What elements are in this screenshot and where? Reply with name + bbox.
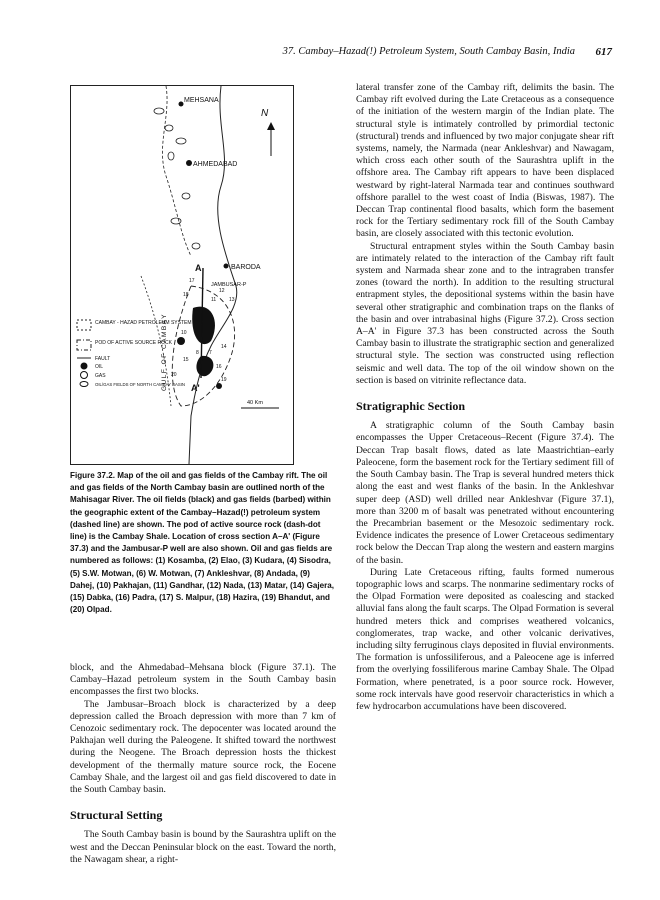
running-title: 37. Cambay–Hazad(!) Petroleum System, South Cambay Basin, India <box>282 46 575 57</box>
legend-fault: FAULT <box>95 356 111 362</box>
section-heading: Structural Setting <box>70 808 163 823</box>
label-ahmedabad: AHMEDABAD <box>193 161 238 168</box>
legend-symbol-oil <box>81 363 88 370</box>
legend-symbol-pod <box>77 340 91 350</box>
label-jambusar: JAMBUSAR-P <box>211 282 247 288</box>
running-header <box>0 46 660 62</box>
paragraph: The South Cambay basin is bound by the Saurashtra uplift on the west and the Deccan Peninsular block on the east. Toward the north, the Nawagam shear, a right- <box>70 829 336 865</box>
label-baroda: BARODA <box>231 264 261 271</box>
field-number: 8 <box>196 350 199 356</box>
paragraph: lateral transfer zone of the Cambay rift, delimits the basin. The Cambay rift evolved during the Late Cretaceous as a consequence of the initiation of the western margin of the Indian plate. The structural style is intimately controlled by primordial tectonic (structural) trends and influenced by two major conjugate shear rift systems, namely, the Narmada (near Ankleshvar) and Nawagam, which cross each other south of the Saurashtra uplift in the offshore area. The Cambay rift appears to have been displaced westward by right-lateral Narmada tear and continues southward offshore parallel to the west coast of India (Biswas, 1987). The Deccan Trap continental flood basalts, which form the basement rock for the Tertiary sedimentary rock fill of the South Cambay basin, are closely associated with this tectonic evolution. <box>356 82 614 240</box>
paragraph: Structural entrapment styles within the South Cambay basin are intimately related to the interaction of the Cambay rift fault system and Narmada shear zone and to the intragraben transfer zones (toward the north). In addition to the resulting structural entrapment styles, the depositional systems within the basin have several other stratigraphic and combination traps on the flanks of the basin and over intrabasinal highs (Figure 37.2). Cross section A–A' in Figure 37.3 has been constructed across the South Cambay basin to illustrate the stratigraphic section and generalized structural style. The section was constructed using reflection seismic and well data. The top of the oil window shown on the section is based on vitrinite reflectance data. <box>356 240 614 386</box>
label-gulf: GULF OF CAMBAY <box>161 313 168 391</box>
section-heading: Stratigraphic Section <box>356 399 465 414</box>
field-number: 20 <box>171 372 177 378</box>
oil-field <box>192 307 215 345</box>
legend-fields: OIL/GAS FIELDS OF NORTH CAMBAY BASIN <box>95 382 186 387</box>
label-a-bottom: A' <box>191 383 200 393</box>
city-marker <box>179 102 184 107</box>
legend-symbol-fields <box>80 382 88 387</box>
field-number: 10 <box>181 330 187 336</box>
paragraph: A stratigraphic column of the South Cambay basin encompasses the Upper Cretaceous–Recent (Figure 37.4). The Deccan Trap basalt flows, dated as late Maastrichtian–early Paleocene, form the basement rock for the Tertiary sediment fill of the South Cambay basin. The Trap is several hundred meters thick along the east and west flanks of the basin. In the Ankleshvar super deep (ASD) well drilled near Ankleshvar (Figure 37.1), more than 3200 m of basalt was penetrated without encountering the Precambrian basement or the Mesozoic sedimentary rock. Evidence indicates the presence of Lower Cretaceous sedimentary rock below the Deccan Trap along the western and eastern margins of the basin. <box>356 420 614 566</box>
legend-symbol-system <box>77 320 91 330</box>
page-number: 617 <box>595 46 612 58</box>
city-marker <box>186 160 192 166</box>
city-marker <box>224 264 229 269</box>
field-number: 7 <box>209 350 212 356</box>
oil-field <box>177 337 185 345</box>
legend-system: CAMBAY - HAZAD PETROLEUM SYSTEM <box>95 320 192 326</box>
paragraph: block, and the Ahmedabad–Mehsana block (Figure 37.1). The Cambay–Hazad petroleum system in the South Cambay basin encompasses the first two blocks. <box>70 662 336 698</box>
map-graphic <box>71 86 293 464</box>
field-number: 12 <box>219 288 225 294</box>
field-number: 16 <box>216 364 222 370</box>
field-number: 13 <box>229 297 235 303</box>
label-mehsana: MEHSANA <box>184 97 219 104</box>
oil-field <box>196 356 213 376</box>
left-column <box>70 662 336 866</box>
oil-field <box>216 383 222 389</box>
paragraph: The Jambusar–Broach block is characterized by a deep depression called the Broach depression with more than 7 km of Cenozoic sedimentary rock. The depocenter was located around the Pakhajan well during the Paleogene. It shifted toward the northwest during the Neogene. The Broach depression hosts the thickest development of the thermally mature source rock, the Eocene Cambay Shale, and the largest oil and gas field discovered to date in the South Cambay basin. <box>70 698 336 796</box>
label-north: N <box>261 108 269 119</box>
legend-pod: POD OF ACTIVE SOURCE ROCK <box>95 340 172 346</box>
coastline <box>189 86 237 464</box>
legend-oil: OIL <box>95 364 104 370</box>
label-scale: 40 Km <box>247 400 263 406</box>
basin-boundary <box>162 86 191 256</box>
label-a-top: A <box>195 263 202 273</box>
field-number: 15 <box>183 357 189 363</box>
north-cambay-fields <box>154 108 200 249</box>
field-number: 14 <box>221 344 227 350</box>
figure-map <box>70 85 294 465</box>
field-number: 17 <box>189 278 195 284</box>
legend-symbol-gas <box>81 372 88 379</box>
north-arrow-head <box>267 122 275 130</box>
figure-caption: Figure 37.2. Map of the oil and gas fields of the Cambay rift. The oil and gas fields of the North Cambay basin are outlined north of the Mahisagar River. The oil fields (black) and gas fields (barbed) within the geographic extent of the Cambay–Hazad(!) petroleum system (dashed line) are shown. The pod of active source rock (dash-dot line) is the Cambay Shale. Location of cross section A–A' (Figure 37.3) and the Jambusar-P well are also shown. Oil and gas fields are numbered as follows: (1) Kosamba, (2) Elao, (3) Kudara, (4) Sisodra, (5) S.W. Motwan, (6) W. Motwan, (7) Ankleshvar, (8) Andada, (9) Dahej, (10) Pakhajan, (11) Gandhar, (12) Nada, (13) Matar, (14) Gajera, (15) Dabka, (16) Padra, (17) S. Malpur, (18) Hazira, (19) Bhandut, and (20) Olpad. <box>70 471 335 615</box>
right-column <box>356 82 614 713</box>
field-number: 19 <box>221 377 227 383</box>
field-number: 11 <box>211 297 217 303</box>
legend-gas: GAS <box>95 373 106 379</box>
paragraph: During Late Cretaceous rifting, faults formed numerous topographic lows and scarps. The nonmarine sedimentary rocks of the Olpad Formation were deposited as coalescing and stacked alluvial fans along the fault scarps. The Olpad Formation is several hundred meters thick and comprises weathered volcanics, conglomerates, trap wacke, and other volcanic derivatives, including silty ferruginous clays deposited in fluvial environments. The formation is unfossiliferous, and a Paleocene age is inferred from the overlying fossiliferous marine Cambay Shale. The Olpad Formation, where penetrated, is a poor source rock. However, some rock intervals have good reservoir characteristics in which a few hydrocarbon accumulations have been discovered. <box>356 566 614 712</box>
field-number: 18 <box>183 292 189 298</box>
